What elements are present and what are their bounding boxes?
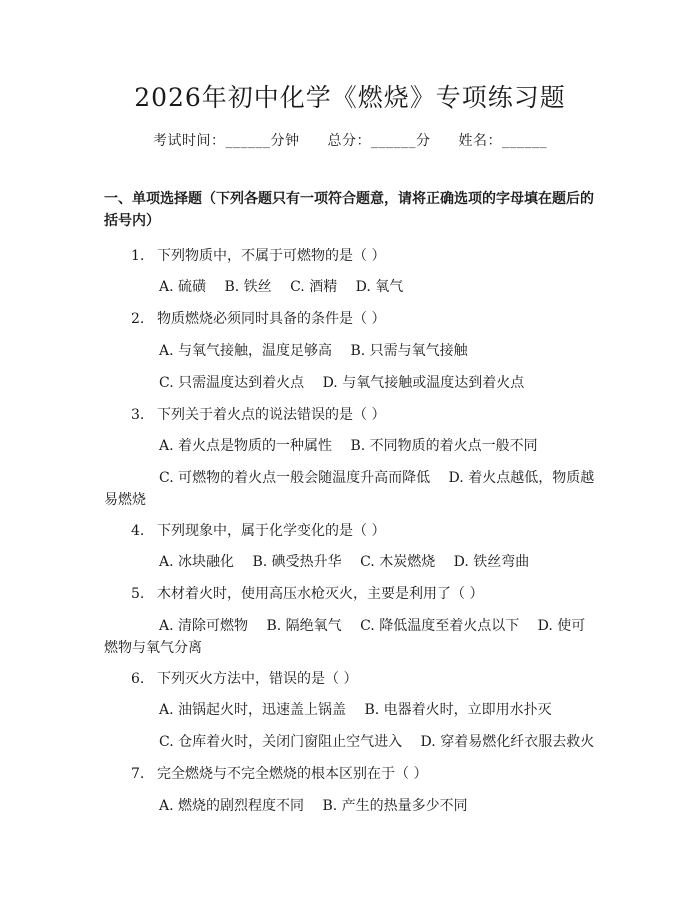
question-number: 1.: [131, 248, 145, 264]
question-5-options-wrap: 燃物与氧气分离: [104, 640, 202, 656]
question-6: [131, 668, 357, 688]
total-score-field: 总分：______分: [327, 133, 431, 149]
question-stem: 木材着火时，使用高压水枪灭火，主要是利用了（ ）: [157, 586, 484, 602]
question-stem: 下列物质中，不属于可燃物的是（ ）: [157, 248, 386, 264]
question-number: 5.: [131, 586, 145, 602]
student-name-field: 姓名：______: [458, 133, 547, 149]
exam-meta: [0, 130, 700, 150]
question-2-options-row-2: C. 只需温度达到着火点 D. 与氧气接触或温度达到着火点: [159, 375, 525, 391]
question-number: 7.: [131, 766, 145, 782]
question-stem: 完全燃烧与不完全燃烧的根本区别在于（ ）: [157, 766, 428, 782]
question-number: 2.: [131, 311, 145, 327]
question-number: 6.: [131, 671, 145, 687]
question-2-options-row-1: A. 与氧气接触，温度足够高 B. 只需与氧气接触: [159, 343, 468, 359]
question-stem: 物质燃烧必须同时具备的条件是（ ）: [157, 311, 386, 327]
question-7-options: A. 燃烧的剧烈程度不同 B. 产生的热量多少不同: [159, 798, 468, 814]
question-4: [131, 520, 385, 540]
question-7: [131, 763, 427, 783]
section-heading: 一、单项选择题（下列各题只有一项符合题意，请将正确选项的字母填在题后的括号内）: [104, 191, 594, 229]
question-3-options-row-1: A. 着火点是物质的一种属性 B. 不同物质的着火点一般不同: [159, 438, 538, 454]
question-3-options-wrap: 易燃烧: [104, 492, 146, 508]
question-stem: 下列关于着火点的说法错误的是（ ）: [157, 407, 386, 423]
question-3-options-row-2: C. 可燃物的着火点一般会随温度升高而降低 D. 着火点越低，物质越: [159, 470, 595, 486]
exam-time-field: 考试时间：______分钟: [153, 133, 300, 149]
question-1: [131, 245, 385, 265]
page-title: 2026年初中化学《燃烧》专项练习题: [134, 83, 566, 112]
question-5: [131, 583, 483, 603]
question-3: [131, 404, 385, 424]
question-1-options: A. 硫磺 B. 铁丝 C. 酒精 D. 氧气: [159, 279, 404, 295]
question-stem: 下列现象中，属于化学变化的是（ ）: [157, 523, 386, 539]
question-6-options-row-1: A. 油锅起火时，迅速盖上锅盖 B. 电器着火时，立即用水扑灭: [159, 702, 552, 718]
question-4-options: A. 冰块融化 B. 碘受热升华 C. 木炭燃烧 D. 铁丝弯曲: [159, 554, 530, 570]
question-6-options-row-2: C. 仓库着火时，关闭门窗阻止空气进入 D. 穿着易燃化纤衣服去救火: [159, 734, 595, 750]
question-stem: 下列灭火方法中，错误的是（ ）: [157, 671, 358, 687]
question-2: [131, 308, 385, 328]
question-5-options-row-1: A. 清除可燃物 B. 隔绝氧气 C. 降低温度至着火点以下 D. 使可: [159, 618, 586, 634]
question-number: 4.: [131, 523, 145, 539]
question-number: 3.: [131, 407, 145, 423]
